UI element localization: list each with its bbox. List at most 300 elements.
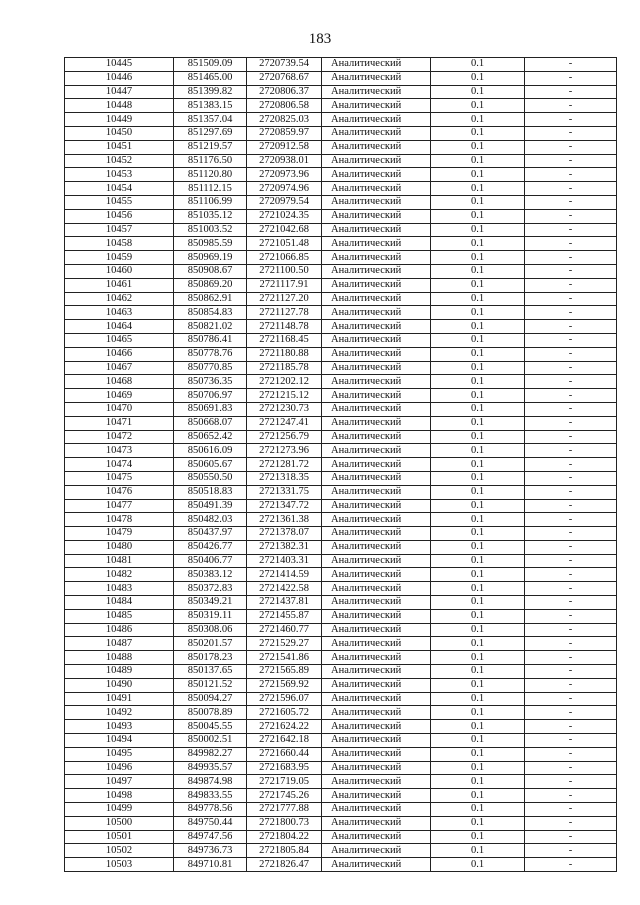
x-coordinate-cell: 851003.52: [174, 223, 247, 237]
table-row: [65, 692, 617, 706]
table-row: [65, 195, 617, 209]
extra-cell: -: [525, 361, 617, 375]
method-cell: Аналитический: [322, 527, 431, 541]
method-cell: Аналитический: [322, 237, 431, 251]
point-number-cell: 10461: [65, 278, 174, 292]
x-coordinate-cell: 849935.57: [174, 761, 247, 775]
x-coordinate-cell: 851219.57: [174, 140, 247, 154]
point-number-cell: 10460: [65, 264, 174, 278]
table-row: [65, 637, 617, 651]
extra-cell: -: [525, 844, 617, 858]
extra-cell: -: [525, 513, 617, 527]
x-coordinate-cell: 850770.85: [174, 361, 247, 375]
point-number-cell: 10467: [65, 361, 174, 375]
x-coordinate-cell: 850078.89: [174, 706, 247, 720]
point-number-cell: 10489: [65, 665, 174, 679]
x-coordinate-cell: 851399.82: [174, 85, 247, 99]
y-coordinate-cell: 2720739.54: [247, 58, 322, 72]
x-coordinate-cell: 850550.50: [174, 471, 247, 485]
extra-cell: -: [525, 99, 617, 113]
y-coordinate-cell: 2721569.92: [247, 678, 322, 692]
point-number-cell: 10479: [65, 527, 174, 541]
method-cell: Аналитический: [322, 623, 431, 637]
method-cell: Аналитический: [322, 830, 431, 844]
y-coordinate-cell: 2721800.73: [247, 816, 322, 830]
extra-cell: -: [525, 540, 617, 554]
accuracy-cell: 0.1: [431, 85, 525, 99]
method-cell: Аналитический: [322, 458, 431, 472]
x-coordinate-cell: 850778.76: [174, 347, 247, 361]
point-number-cell: 10474: [65, 458, 174, 472]
x-coordinate-cell: 849750.44: [174, 816, 247, 830]
y-coordinate-cell: 2721805.84: [247, 844, 322, 858]
extra-cell: -: [525, 720, 617, 734]
y-coordinate-cell: 2721605.72: [247, 706, 322, 720]
extra-cell: -: [525, 651, 617, 665]
table-row: [65, 416, 617, 430]
y-coordinate-cell: 2721331.75: [247, 485, 322, 499]
y-coordinate-cell: 2721745.26: [247, 789, 322, 803]
method-cell: Аналитический: [322, 596, 431, 610]
method-cell: Аналитический: [322, 789, 431, 803]
point-number-cell: 10477: [65, 499, 174, 513]
table-row: [65, 706, 617, 720]
y-coordinate-cell: 2721168.45: [247, 333, 322, 347]
extra-cell: -: [525, 747, 617, 761]
y-coordinate-cell: 2720825.03: [247, 113, 322, 127]
x-coordinate-cell: 850319.11: [174, 609, 247, 623]
method-cell: Аналитический: [322, 389, 431, 403]
extra-cell: -: [525, 816, 617, 830]
method-cell: Аналитический: [322, 761, 431, 775]
method-cell: Аналитический: [322, 444, 431, 458]
accuracy-cell: 0.1: [431, 554, 525, 568]
accuracy-cell: 0.1: [431, 264, 525, 278]
extra-cell: -: [525, 858, 617, 872]
accuracy-cell: 0.1: [431, 168, 525, 182]
method-cell: Аналитический: [322, 154, 431, 168]
extra-cell: -: [525, 237, 617, 251]
y-coordinate-cell: 2721180.88: [247, 347, 322, 361]
y-coordinate-cell: 2720806.58: [247, 99, 322, 113]
x-coordinate-cell: 850736.35: [174, 375, 247, 389]
table-row: [65, 609, 617, 623]
y-coordinate-cell: 2721529.27: [247, 637, 322, 651]
method-cell: Аналитический: [322, 182, 431, 196]
table-row: [65, 499, 617, 513]
y-coordinate-cell: 2721414.59: [247, 568, 322, 582]
method-cell: Аналитический: [322, 361, 431, 375]
accuracy-cell: 0.1: [431, 402, 525, 416]
method-cell: Аналитический: [322, 416, 431, 430]
accuracy-cell: 0.1: [431, 430, 525, 444]
extra-cell: -: [525, 761, 617, 775]
method-cell: Аналитический: [322, 513, 431, 527]
method-cell: Аналитический: [322, 637, 431, 651]
method-cell: Аналитический: [322, 99, 431, 113]
method-cell: Аналитический: [322, 402, 431, 416]
method-cell: Аналитический: [322, 168, 431, 182]
accuracy-cell: 0.1: [431, 347, 525, 361]
x-coordinate-cell: 850406.77: [174, 554, 247, 568]
table-row: [65, 251, 617, 265]
point-number-cell: 10487: [65, 637, 174, 651]
extra-cell: -: [525, 471, 617, 485]
method-cell: Аналитический: [322, 320, 431, 334]
point-number-cell: 10483: [65, 582, 174, 596]
x-coordinate-cell: 850372.83: [174, 582, 247, 596]
accuracy-cell: 0.1: [431, 540, 525, 554]
table-row: [65, 292, 617, 306]
x-coordinate-cell: 850605.67: [174, 458, 247, 472]
method-cell: Аналитический: [322, 858, 431, 872]
point-number-cell: 10462: [65, 292, 174, 306]
table-row: [65, 99, 617, 113]
method-cell: Аналитический: [322, 430, 431, 444]
method-cell: Аналитический: [322, 195, 431, 209]
accuracy-cell: 0.1: [431, 830, 525, 844]
extra-cell: -: [525, 734, 617, 748]
y-coordinate-cell: 2721683.95: [247, 761, 322, 775]
method-cell: Аналитический: [322, 209, 431, 223]
accuracy-cell: 0.1: [431, 651, 525, 665]
table-row: [65, 113, 617, 127]
page-number: 183: [308, 31, 332, 47]
extra-cell: -: [525, 209, 617, 223]
extra-cell: -: [525, 554, 617, 568]
y-coordinate-cell: 2720859.97: [247, 126, 322, 140]
accuracy-cell: 0.1: [431, 499, 525, 513]
accuracy-cell: 0.1: [431, 844, 525, 858]
extra-cell: -: [525, 333, 617, 347]
method-cell: Аналитический: [322, 844, 431, 858]
point-number-cell: 10450: [65, 126, 174, 140]
x-coordinate-cell: 850349.21: [174, 596, 247, 610]
accuracy-cell: 0.1: [431, 858, 525, 872]
x-coordinate-cell: 851509.09: [174, 58, 247, 72]
method-cell: Аналитический: [322, 85, 431, 99]
extra-cell: -: [525, 803, 617, 817]
method-cell: Аналитический: [322, 306, 431, 320]
table-row: [65, 720, 617, 734]
x-coordinate-cell: 850437.97: [174, 527, 247, 541]
table-row: [65, 278, 617, 292]
accuracy-cell: 0.1: [431, 513, 525, 527]
y-coordinate-cell: 2721382.31: [247, 540, 322, 554]
extra-cell: -: [525, 444, 617, 458]
accuracy-cell: 0.1: [431, 58, 525, 72]
x-coordinate-cell: 850908.67: [174, 264, 247, 278]
x-coordinate-cell: 850668.07: [174, 416, 247, 430]
accuracy-cell: 0.1: [431, 803, 525, 817]
x-coordinate-cell: 850308.06: [174, 623, 247, 637]
method-cell: Аналитический: [322, 58, 431, 72]
y-coordinate-cell: 2721281.72: [247, 458, 322, 472]
point-number-cell: 10463: [65, 306, 174, 320]
y-coordinate-cell: 2721215.12: [247, 389, 322, 403]
y-coordinate-cell: 2721719.05: [247, 775, 322, 789]
x-coordinate-cell: 849778.56: [174, 803, 247, 817]
y-coordinate-cell: 2721437.81: [247, 596, 322, 610]
point-number-cell: 10478: [65, 513, 174, 527]
method-cell: Аналитический: [322, 71, 431, 85]
table-row: [65, 320, 617, 334]
extra-cell: -: [525, 430, 617, 444]
method-cell: Аналитический: [322, 485, 431, 499]
extra-cell: -: [525, 347, 617, 361]
point-number-cell: 10480: [65, 540, 174, 554]
y-coordinate-cell: 2721148.78: [247, 320, 322, 334]
x-coordinate-cell: 851383.15: [174, 99, 247, 113]
method-cell: Аналитический: [322, 292, 431, 306]
accuracy-cell: 0.1: [431, 126, 525, 140]
accuracy-cell: 0.1: [431, 775, 525, 789]
x-coordinate-cell: 851035.12: [174, 209, 247, 223]
extra-cell: -: [525, 678, 617, 692]
x-coordinate-cell: 850854.83: [174, 306, 247, 320]
y-coordinate-cell: 2720973.96: [247, 168, 322, 182]
table-row: [65, 430, 617, 444]
point-number-cell: 10468: [65, 375, 174, 389]
table-row: [65, 471, 617, 485]
point-number-cell: 10447: [65, 85, 174, 99]
y-coordinate-cell: 2721256.79: [247, 430, 322, 444]
y-coordinate-cell: 2721185.78: [247, 361, 322, 375]
table-row: [65, 361, 617, 375]
point-number-cell: 10501: [65, 830, 174, 844]
point-number-cell: 10469: [65, 389, 174, 403]
table-row: [65, 347, 617, 361]
y-coordinate-cell: 2721660.44: [247, 747, 322, 761]
y-coordinate-cell: 2721596.07: [247, 692, 322, 706]
x-coordinate-cell: 850426.77: [174, 540, 247, 554]
method-cell: Аналитический: [322, 264, 431, 278]
point-number-cell: 10500: [65, 816, 174, 830]
extra-cell: -: [525, 71, 617, 85]
extra-cell: -: [525, 416, 617, 430]
point-number-cell: 10493: [65, 720, 174, 734]
extra-cell: -: [525, 154, 617, 168]
y-coordinate-cell: 2721804.22: [247, 830, 322, 844]
point-number-cell: 10470: [65, 402, 174, 416]
x-coordinate-cell: 850518.83: [174, 485, 247, 499]
table-row: [65, 402, 617, 416]
accuracy-cell: 0.1: [431, 582, 525, 596]
extra-cell: -: [525, 126, 617, 140]
method-cell: Аналитический: [322, 816, 431, 830]
table-row: [65, 830, 617, 844]
y-coordinate-cell: 2721378.07: [247, 527, 322, 541]
accuracy-cell: 0.1: [431, 182, 525, 196]
point-number-cell: 10453: [65, 168, 174, 182]
point-number-cell: 10449: [65, 113, 174, 127]
extra-cell: -: [525, 609, 617, 623]
y-coordinate-cell: 2721777.88: [247, 803, 322, 817]
point-number-cell: 10498: [65, 789, 174, 803]
table-row: [65, 126, 617, 140]
y-coordinate-cell: 2720912.58: [247, 140, 322, 154]
accuracy-cell: 0.1: [431, 237, 525, 251]
point-number-cell: 10454: [65, 182, 174, 196]
extra-cell: -: [525, 485, 617, 499]
accuracy-cell: 0.1: [431, 71, 525, 85]
table-body: [65, 58, 617, 872]
extra-cell: -: [525, 527, 617, 541]
method-cell: Аналитический: [322, 734, 431, 748]
point-number-cell: 10459: [65, 251, 174, 265]
x-coordinate-cell: 851112.15: [174, 182, 247, 196]
x-coordinate-cell: 850482.03: [174, 513, 247, 527]
extra-cell: -: [525, 582, 617, 596]
extra-cell: -: [525, 665, 617, 679]
x-coordinate-cell: 850094.27: [174, 692, 247, 706]
extra-cell: -: [525, 402, 617, 416]
y-coordinate-cell: 2721642.18: [247, 734, 322, 748]
method-cell: Аналитический: [322, 347, 431, 361]
y-coordinate-cell: 2721066.85: [247, 251, 322, 265]
point-number-cell: 10502: [65, 844, 174, 858]
accuracy-cell: 0.1: [431, 747, 525, 761]
point-number-cell: 10448: [65, 99, 174, 113]
point-number-cell: 10476: [65, 485, 174, 499]
accuracy-cell: 0.1: [431, 389, 525, 403]
accuracy-cell: 0.1: [431, 527, 525, 541]
y-coordinate-cell: 2721422.58: [247, 582, 322, 596]
table-row: [65, 513, 617, 527]
method-cell: Аналитический: [322, 692, 431, 706]
table-row: [65, 623, 617, 637]
extra-cell: -: [525, 789, 617, 803]
point-number-cell: 10465: [65, 333, 174, 347]
table-row: [65, 803, 617, 817]
x-coordinate-cell: 851297.69: [174, 126, 247, 140]
table-row: [65, 844, 617, 858]
point-number-cell: 10488: [65, 651, 174, 665]
extra-cell: -: [525, 623, 617, 637]
accuracy-cell: 0.1: [431, 99, 525, 113]
y-coordinate-cell: 2721051.48: [247, 237, 322, 251]
extra-cell: -: [525, 140, 617, 154]
x-coordinate-cell: 850201.57: [174, 637, 247, 651]
table-row: [65, 554, 617, 568]
table-row: [65, 71, 617, 85]
table-row: [65, 306, 617, 320]
point-number-cell: 10494: [65, 734, 174, 748]
point-number-cell: 10496: [65, 761, 174, 775]
method-cell: Аналитический: [322, 499, 431, 513]
point-number-cell: 10481: [65, 554, 174, 568]
point-number-cell: 10503: [65, 858, 174, 872]
method-cell: Аналитический: [322, 375, 431, 389]
x-coordinate-cell: 851357.04: [174, 113, 247, 127]
y-coordinate-cell: 2720768.67: [247, 71, 322, 85]
table-row: [65, 85, 617, 99]
method-cell: Аналитический: [322, 651, 431, 665]
point-number-cell: 10464: [65, 320, 174, 334]
point-number-cell: 10455: [65, 195, 174, 209]
table-row: [65, 816, 617, 830]
extra-cell: -: [525, 223, 617, 237]
point-number-cell: 10446: [65, 71, 174, 85]
table-row: [65, 734, 617, 748]
extra-cell: -: [525, 85, 617, 99]
accuracy-cell: 0.1: [431, 320, 525, 334]
extra-cell: -: [525, 113, 617, 127]
table-row: [65, 333, 617, 347]
accuracy-cell: 0.1: [431, 720, 525, 734]
table-row: [65, 182, 617, 196]
table-row: [65, 747, 617, 761]
x-coordinate-cell: 849833.55: [174, 789, 247, 803]
x-coordinate-cell: 850616.09: [174, 444, 247, 458]
accuracy-cell: 0.1: [431, 734, 525, 748]
accuracy-cell: 0.1: [431, 195, 525, 209]
x-coordinate-cell: 850121.52: [174, 678, 247, 692]
x-coordinate-cell: 850652.42: [174, 430, 247, 444]
accuracy-cell: 0.1: [431, 306, 525, 320]
point-number-cell: 10451: [65, 140, 174, 154]
table-row: [65, 389, 617, 403]
accuracy-cell: 0.1: [431, 789, 525, 803]
table-row: [65, 140, 617, 154]
table-row: [65, 458, 617, 472]
x-coordinate-cell: 850137.65: [174, 665, 247, 679]
y-coordinate-cell: 2721347.72: [247, 499, 322, 513]
point-number-cell: 10492: [65, 706, 174, 720]
method-cell: Аналитический: [322, 540, 431, 554]
table-row: [65, 168, 617, 182]
x-coordinate-cell: 849710.81: [174, 858, 247, 872]
accuracy-cell: 0.1: [431, 692, 525, 706]
y-coordinate-cell: 2721455.87: [247, 609, 322, 623]
y-coordinate-cell: 2720974.96: [247, 182, 322, 196]
accuracy-cell: 0.1: [431, 416, 525, 430]
point-number-cell: 10491: [65, 692, 174, 706]
y-coordinate-cell: 2721624.22: [247, 720, 322, 734]
table-row: [65, 761, 617, 775]
table-row: [65, 596, 617, 610]
method-cell: Аналитический: [322, 251, 431, 265]
accuracy-cell: 0.1: [431, 361, 525, 375]
accuracy-cell: 0.1: [431, 458, 525, 472]
coordinates-table: [64, 57, 617, 872]
x-coordinate-cell: 850786.41: [174, 333, 247, 347]
x-coordinate-cell: 849982.27: [174, 747, 247, 761]
method-cell: Аналитический: [322, 568, 431, 582]
accuracy-cell: 0.1: [431, 209, 525, 223]
method-cell: Аналитический: [322, 126, 431, 140]
point-number-cell: 10445: [65, 58, 174, 72]
x-coordinate-cell: 851465.00: [174, 71, 247, 85]
extra-cell: -: [525, 499, 617, 513]
extra-cell: -: [525, 195, 617, 209]
extra-cell: -: [525, 706, 617, 720]
x-coordinate-cell: 849874.98: [174, 775, 247, 789]
x-coordinate-cell: 850002.51: [174, 734, 247, 748]
accuracy-cell: 0.1: [431, 678, 525, 692]
method-cell: Аналитический: [322, 803, 431, 817]
accuracy-cell: 0.1: [431, 816, 525, 830]
table-row: [65, 154, 617, 168]
y-coordinate-cell: 2721826.47: [247, 858, 322, 872]
point-number-cell: 10497: [65, 775, 174, 789]
extra-cell: -: [525, 251, 617, 265]
x-coordinate-cell: 850383.12: [174, 568, 247, 582]
point-number-cell: 10472: [65, 430, 174, 444]
extra-cell: -: [525, 182, 617, 196]
y-coordinate-cell: 2721403.31: [247, 554, 322, 568]
method-cell: Аналитический: [322, 113, 431, 127]
